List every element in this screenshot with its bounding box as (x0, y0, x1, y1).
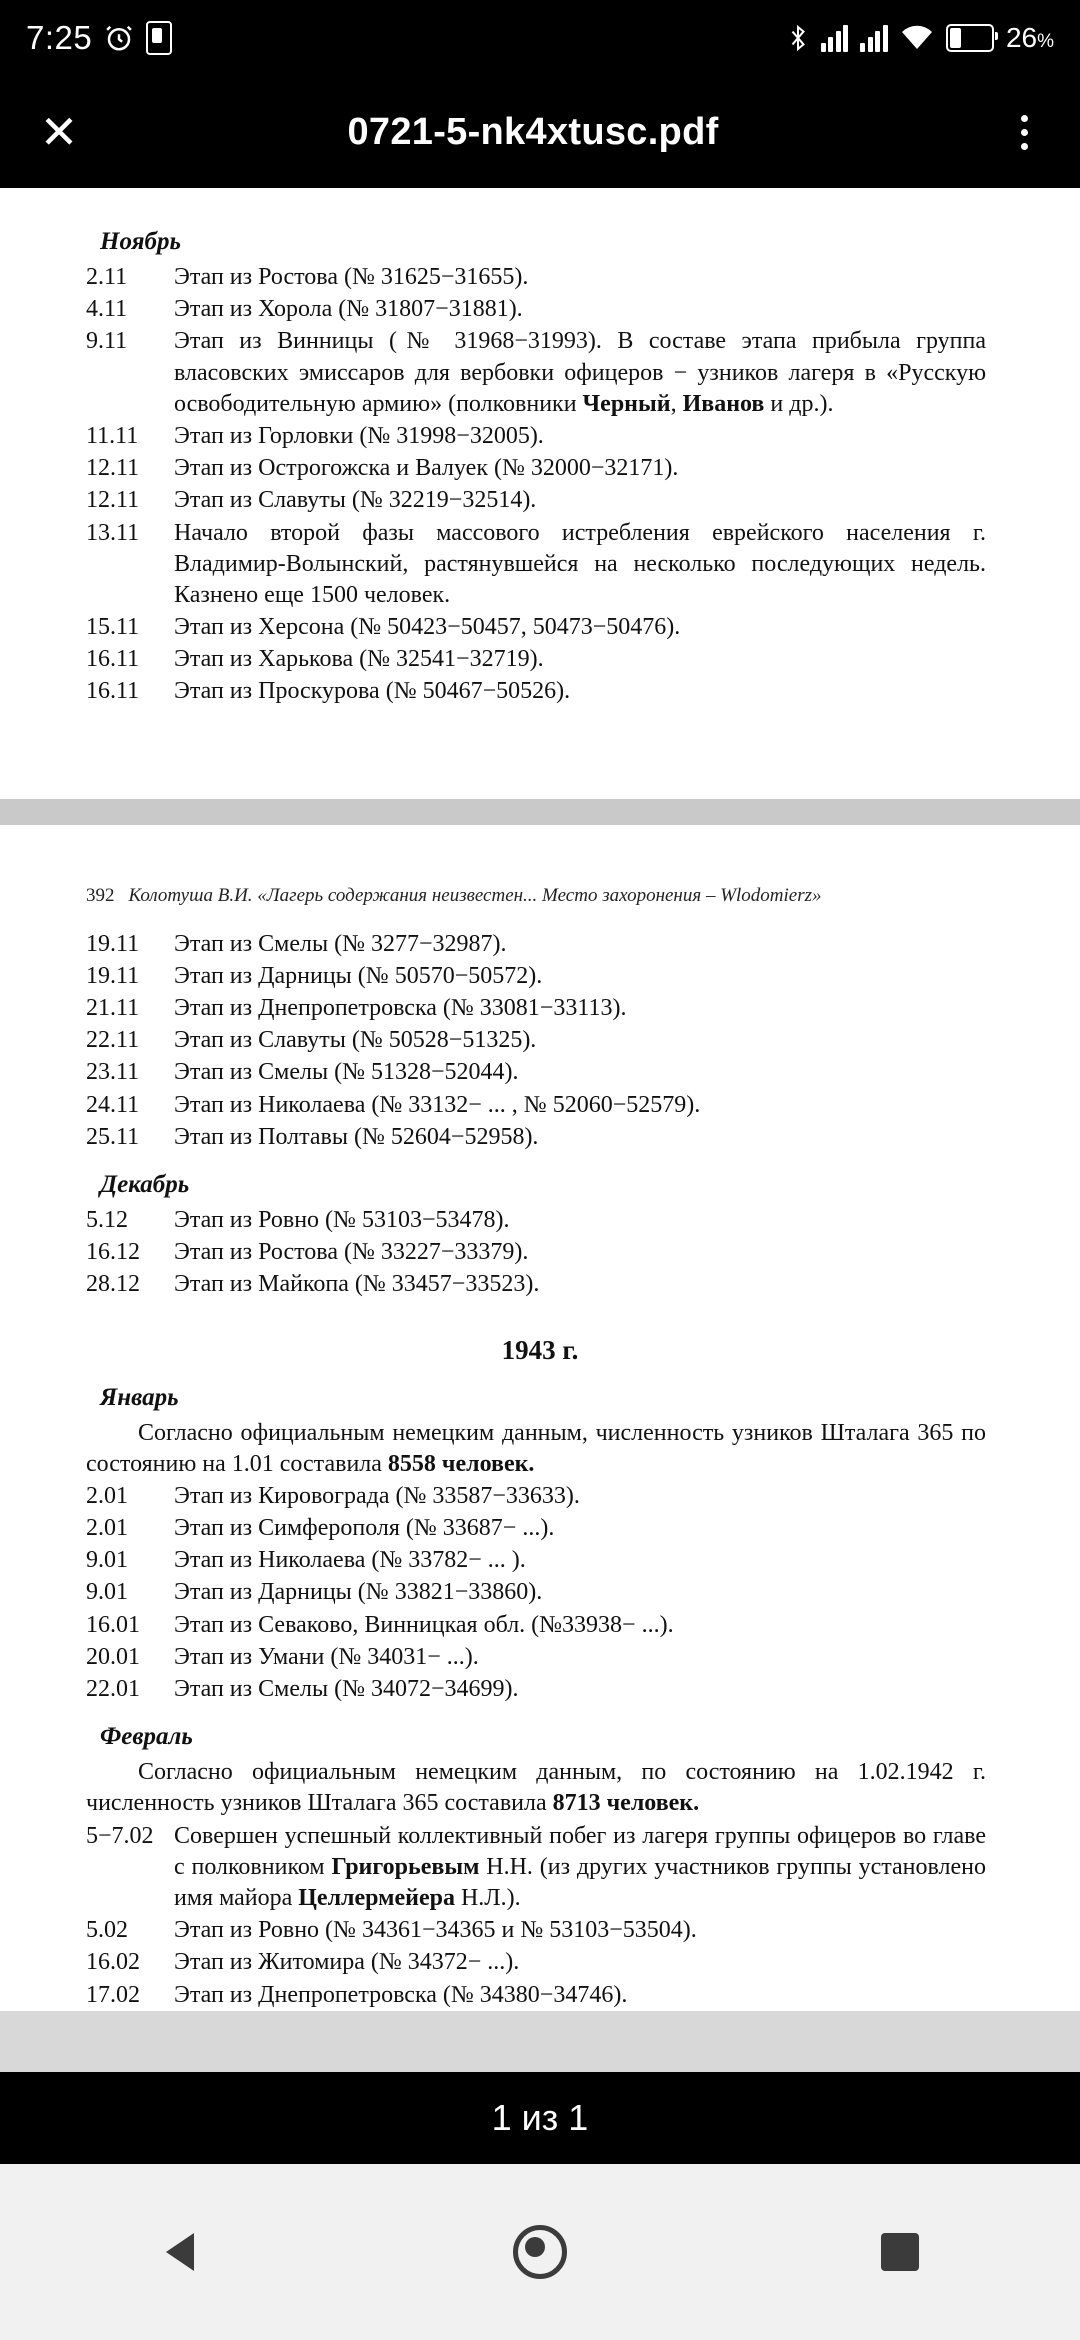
entry-text: Этап из Умани (№ 34031− ...). (174, 1643, 479, 1670)
back-button[interactable] (80, 2192, 280, 2312)
chronicle-entry (48, 644, 1032, 675)
chronicle-entry (48, 1577, 1032, 1608)
status-bar-right (787, 22, 1054, 54)
entry-date: 4.11 (86, 296, 128, 323)
battery-icon (946, 24, 994, 52)
chronicle-entry (48, 1674, 1032, 1705)
chronicle-entry (48, 1122, 1032, 1153)
entry-date: 22.11 (86, 1027, 140, 1054)
chronicle-entry (48, 1057, 1032, 1088)
chronicle-entry (48, 1980, 1032, 2011)
chronicle-entry (48, 1269, 1032, 1300)
entry-date: 19.11 (86, 930, 140, 957)
entry-text: Начало второй фазы массового истребления еврейского населения г. Владимир-Волынский, растянувшейся на несколько последующих недель. Казнено еще 1500 человек. (174, 519, 986, 608)
entry-text: Этап из Полтавы (№ 52604−52958). (174, 1123, 539, 1150)
chronicle-entry (48, 294, 1032, 325)
entry-list-january (48, 1481, 1032, 1705)
entry-text: Этап из Славуты (№ 32219−32514). (174, 487, 537, 514)
chronicle-entry (48, 453, 1032, 484)
chronicle-entry (48, 676, 1032, 707)
running-head (48, 825, 1032, 907)
entry-date: 2.01 (86, 1515, 128, 1542)
entry-date: 17.02 (86, 1981, 140, 2008)
entry-list-february (48, 1821, 1032, 2011)
chronicle-entry (48, 612, 1032, 643)
entry-text: Этап из Майкопа (№ 33457−33523). (174, 1271, 540, 1298)
chronicle-entry (48, 1481, 1032, 1512)
chronicle-entry (48, 961, 1032, 992)
system-navigation-bar (0, 2164, 1080, 2340)
close-icon[interactable]: ✕ (39, 106, 79, 158)
signal-bars-icon-1 (821, 24, 849, 52)
entry-date: 22.01 (86, 1676, 140, 1702)
recents-button[interactable] (800, 2192, 1000, 2312)
sim-card-icon (146, 21, 172, 55)
chronicle-entry (48, 1642, 1032, 1673)
chronicle-entry (48, 993, 1032, 1024)
app-bar (0, 76, 1080, 188)
entry-text: Этап из Ростова (№ 31625−31655). (174, 264, 529, 290)
entry-text: Этап из Ровно (№ 53103−53478). (174, 1206, 510, 1233)
entry-date: 20.01 (86, 1643, 140, 1670)
entry-text: Этап из Смелы (№ 34072−34699). (174, 1676, 519, 1702)
bluetooth-icon (787, 22, 809, 54)
status-clock: 7:25 (26, 19, 93, 56)
home-button[interactable] (440, 2192, 640, 2312)
home-icon (513, 2225, 567, 2279)
entry-date: 12.11 (86, 487, 140, 514)
entry-date: 16.11 (86, 646, 140, 673)
chronicle-entry (48, 1821, 1032, 1915)
overflow-menu-icon[interactable] (996, 101, 1052, 163)
entry-date: 16.11 (86, 678, 140, 705)
chronicle-entry (48, 1513, 1032, 1544)
page-separator (0, 799, 1080, 825)
chronicle-entry (48, 1205, 1032, 1236)
entry-date: 9.11 (86, 328, 128, 355)
entry-date: 9.01 (86, 1547, 128, 1574)
entry-list-november-2 (48, 929, 1032, 1153)
chronicle-entry (48, 262, 1032, 293)
entry-date: 24.11 (86, 1091, 140, 1118)
entry-text: Этап из Дарницы (№ 33821−33860). (174, 1579, 543, 1606)
entry-text: Этап из Винницы (№ 31968−31993). В составе этапа прибыла группа власовских эмиссаров для вербовки офицеров − узников лагеря в «Русскую освободительную армию» (полковники Черный, Иванов и др.). (174, 328, 986, 417)
page-2-content (0, 825, 1080, 2011)
entry-list-november-1 (48, 262, 1032, 708)
battery-percent: 26% (1005, 22, 1054, 53)
chronicle-entry (48, 421, 1032, 452)
entry-text: Этап из Славуты (№ 50528−51325). (174, 1027, 537, 1054)
entry-text: Этап из Севаково, Винницкая обл. (№33938− ...). (174, 1611, 674, 1638)
entry-text: Этап из Дарницы (№ 50570−50572). (174, 962, 543, 989)
entry-text: Этап из Проскурова (№ 50467−50526). (174, 678, 571, 705)
entry-date: 2.01 (86, 1482, 128, 1509)
entry-text: Этап из Харькова (№ 32541−32719). (174, 646, 544, 673)
chronicle-entry (48, 485, 1032, 516)
entry-date: 23.11 (86, 1059, 140, 1086)
pdf-viewer[interactable] (0, 188, 1080, 2168)
entry-date: 12.11 (86, 455, 140, 482)
pdf-page-2 (0, 825, 1080, 2011)
entry-list-december (48, 1205, 1032, 1301)
paragraph-january: Согласно официальным немецким данным, численность узников Шталага 365 по состоянию на 1.01 составила 8558 человек. (86, 1419, 986, 1477)
section-month-november: Ноябрь (100, 228, 181, 255)
section-year-1943: 1943 г. (501, 1334, 579, 1365)
section-month-february: Февраль (100, 1723, 193, 1751)
entry-text: Этап из Днепропетровска (№ 34380−34746). (174, 1981, 628, 2008)
chronicle-entry (48, 1025, 1032, 1056)
entry-text: Этап из Смелы (№ 3277−32987). (174, 930, 507, 957)
entry-text: Этап из Николаева (№ 33782− ... ). (174, 1547, 526, 1574)
entry-text: Этап из Житомира (№ 34372− ...). (174, 1949, 520, 1976)
alarm-icon (104, 23, 134, 53)
entry-date: 28.12 (86, 1271, 140, 1298)
chronicle-entry (48, 1915, 1032, 1946)
entry-text: Этап из Симферополя (№ 33687− ...). (174, 1515, 555, 1542)
entry-date: 16.02 (86, 1949, 140, 1976)
entry-date: 11.11 (86, 422, 139, 449)
entry-text: Этап из Горловки (№ 31998−32005). (174, 422, 544, 449)
chronicle-entry (48, 326, 1032, 420)
chronicle-entry (48, 1947, 1032, 1978)
page-indicator: 1 из 1 (0, 2072, 1080, 2164)
recents-icon (881, 2233, 919, 2271)
entry-date: 5−7.02 (86, 1822, 154, 1849)
page-1-content (0, 188, 1080, 799)
entry-text: Этап из Днепропетровска (№ 33081−33113). (174, 995, 627, 1021)
entry-date: 21.11 (86, 995, 140, 1021)
entry-date: 15.11 (86, 614, 140, 641)
entry-text: Этап из Ровно (№ 34361−34365 и № 53103−53504). (174, 1917, 697, 1944)
chronicle-entry (48, 1237, 1032, 1268)
entry-text: Этап из Хорола (№ 31807−31881). (174, 296, 523, 323)
section-month-december: Декабрь (100, 1170, 190, 1198)
pdf-page-1 (0, 188, 1080, 799)
chronicle-entry (48, 1545, 1032, 1576)
entry-date: 19.11 (86, 962, 140, 989)
entry-date: 9.01 (86, 1579, 128, 1606)
status-bar-left (26, 19, 172, 57)
wifi-icon (900, 25, 934, 51)
signal-bars-icon-2 (860, 24, 888, 52)
entry-date: 13.11 (86, 519, 140, 546)
entry-text: Этап из Острогожска и Валуек (№ 32000−32171). (174, 455, 679, 482)
section-month-january: Январь (100, 1383, 179, 1411)
entry-text: Этап из Смелы (№ 51328−52044). (174, 1059, 519, 1086)
entry-text: Этап из Кировограда (№ 33587−33633). (174, 1482, 580, 1509)
page-title: 0721-5-nk4xtusc.pdf (347, 110, 719, 153)
entry-date: 16.01 (86, 1611, 140, 1638)
folio-number: 392 (86, 884, 115, 906)
entry-date: 16.12 (86, 1239, 140, 1266)
running-head-text: Колотуша В.И. «Лагерь содержания неизвестен... Место захоронения – Wlodomierz» (128, 884, 822, 906)
chronicle-entry (48, 929, 1032, 960)
back-icon (166, 2233, 194, 2271)
paragraph-february: Согласно официальным немецким данным, по состоянию на 1.02.1942 г. численность узников Шталага 365 составила 8713 человек. (86, 1759, 986, 1817)
status-bar (0, 0, 1080, 76)
entry-text: Этап из Ростова (№ 33227−33379). (174, 1239, 529, 1266)
entry-date: 5.02 (86, 1917, 128, 1944)
chronicle-entry (48, 1610, 1032, 1641)
chronicle-entry (48, 1090, 1032, 1121)
entry-text: Этап из Херсона (№ 50423−50457, 50473−50476). (174, 614, 681, 641)
entry-text: Этап из Николаева (№ 33132− ... , № 52060−52579). (174, 1091, 701, 1118)
chronicle-entry (48, 518, 1032, 612)
entry-text: Совершен успешный коллективный побег из лагеря группы офицеров во главе с полковником Григорьевым Н.Н. (из других участников группы установлено имя майора Целлермейера Н.Л.). (174, 1822, 986, 1911)
entry-date: 2.11 (86, 264, 128, 290)
entry-date: 5.12 (86, 1206, 128, 1233)
entry-date: 25.11 (86, 1123, 140, 1150)
